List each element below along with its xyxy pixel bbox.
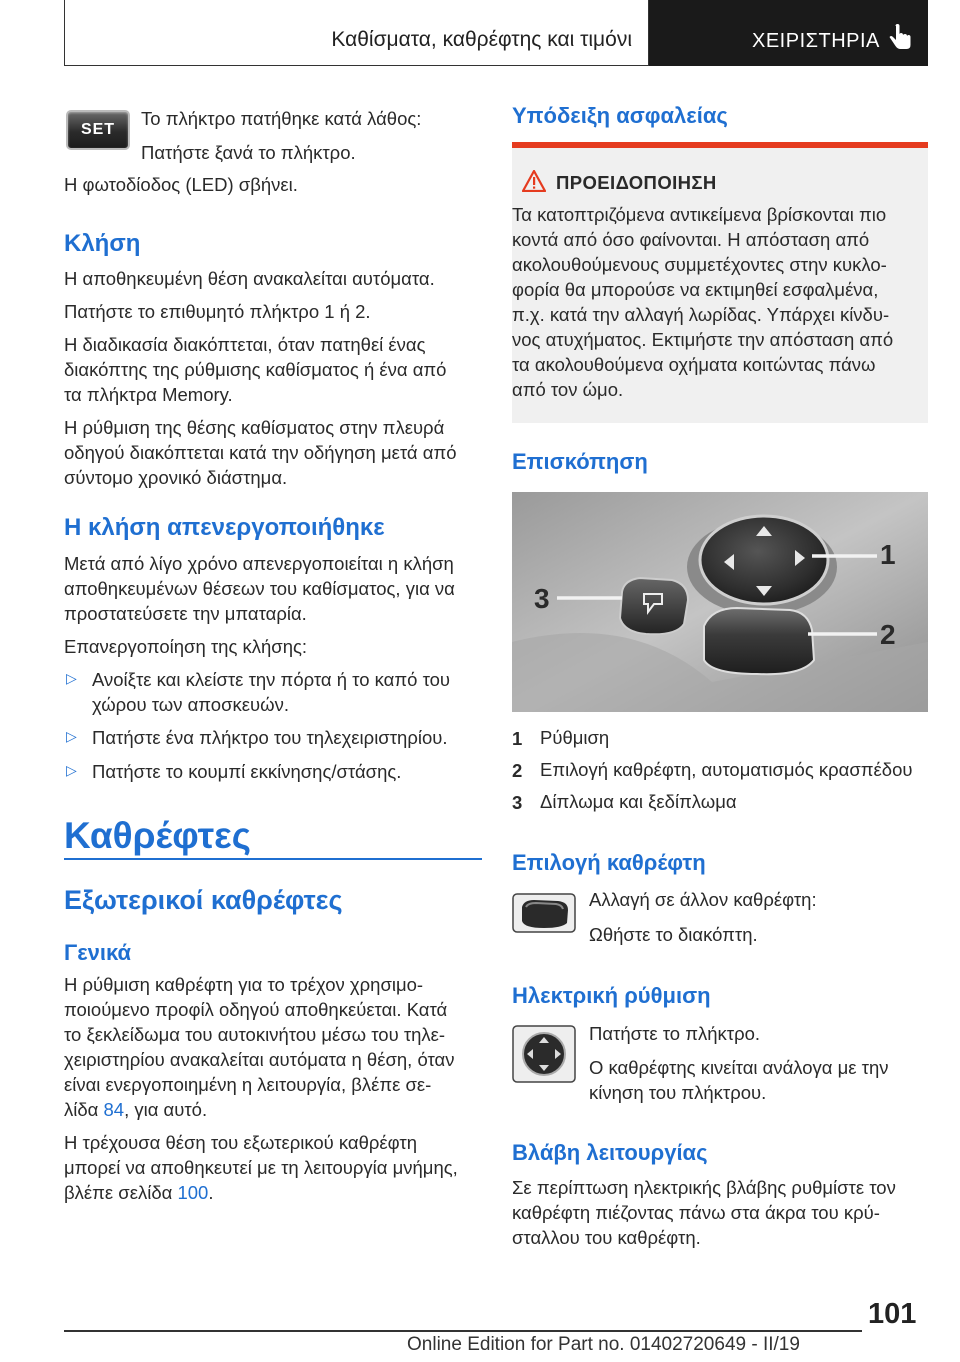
edition-footer: Online Edition for Part no. 01402720649 - II/19 bbox=[407, 1334, 800, 1355]
mirror-adjust-pad-icon bbox=[512, 1025, 576, 1083]
general-p2-line2: μπορεί να αποθηκευτεί με τη λειτουργία μνήμης, bbox=[64, 1157, 458, 1178]
set-line-2: Πατήστε ξανά το πλήκτρο. bbox=[141, 142, 356, 163]
general-p1-line3: το ξεκλείδωμα του αυτοκινήτου μέσω του τηλε- bbox=[64, 1024, 446, 1045]
mirror-select-line1: Αλλαγή σε άλλον καθρέφτη: bbox=[589, 889, 817, 910]
section-title: Καθίσματα, καθρέφτης και τιμόνι bbox=[331, 28, 632, 51]
warning-line-1: Τα κατοπτριζόμενα αντικείμενα βρίσκονται πιο bbox=[512, 204, 887, 225]
photo-callout-3: 3 bbox=[534, 583, 550, 614]
legend-num-3: 3 bbox=[512, 792, 523, 813]
section-title-box bbox=[64, 0, 649, 66]
photo-callout-2: 2 bbox=[880, 619, 896, 650]
recall-heading: Κλήση bbox=[64, 230, 141, 257]
set-line-1: Το πλήκτρο πατήθηκε κατά λάθος: bbox=[141, 108, 422, 129]
general-heading: Γενικά bbox=[64, 940, 132, 965]
mirror-select-heading: Επιλογή καθρέφτη bbox=[512, 850, 706, 875]
warning-line-8: από τον ώμο. bbox=[512, 379, 624, 400]
text-fragment: . bbox=[208, 1182, 214, 1203]
electric-adjust-heading: Ηλεκτρική ρύθμιση bbox=[512, 983, 711, 1008]
safety-heading: Υπόδειξη ασφαλείας bbox=[512, 103, 728, 128]
bullet-1-line2: χώρου των αποσκευών. bbox=[92, 694, 289, 715]
mirror-select-line2: Ωθήστε το διακόπτη. bbox=[589, 924, 758, 945]
bullet-2-line1: Πατήστε ένα πλήκτρο του τηλεχειριστηρίου. bbox=[92, 727, 448, 748]
electric-line2: Ο καθρέφτης κινείται ανάλογα με την bbox=[589, 1057, 889, 1078]
legend-num-2: 2 bbox=[512, 760, 523, 781]
photo-callout-1: 1 bbox=[880, 539, 896, 570]
malfunction-line3: σταλλου του καθρέφτη. bbox=[512, 1227, 701, 1248]
set-line-3: Η φωτοδίοδος (LED) σβήνει. bbox=[64, 174, 298, 195]
chapter-title: ΧΕΙΡΙΣΤΗΡΙΑ bbox=[752, 30, 880, 52]
page-header bbox=[64, 0, 928, 66]
recall-p3-line3: τα πλήκτρα Memory. bbox=[64, 384, 233, 405]
text-fragment: βλέπε σελίδα bbox=[64, 1182, 178, 1203]
bullet-1-line1: Ανοίξτε και κλείστε την πόρτα ή το καπό του bbox=[92, 669, 451, 690]
page-link-100[interactable]: 100 bbox=[177, 1182, 209, 1203]
malfunction-line1: Σε περίπτωση ηλεκτρικής βλάβης ρυθμίστε τον bbox=[512, 1177, 896, 1198]
recall-p3-line2: διακόπτης της ρύθμισης καθίσματος ή ένα από bbox=[64, 359, 447, 380]
set-button-label: SET bbox=[80, 121, 116, 138]
deact-p1-line2: αποθηκευμένων θέσεων του καθίσματος, για να bbox=[64, 578, 455, 599]
hand-pointer-icon bbox=[888, 24, 914, 52]
bullet-marker: ▷ bbox=[66, 670, 77, 686]
general-p2-line3 bbox=[64, 1178, 213, 1207]
deactivated-heading: Η κλήση απενεργοποιήθηκε bbox=[64, 514, 385, 541]
warning-line-4: φορία θα μπορούσε να εκτιμηθεί εσφαλμένα, bbox=[512, 279, 879, 300]
electric-line3: κίνηση του πλήκτρου. bbox=[589, 1082, 767, 1103]
general-p1-line4: χειριστηρίου ανακαλείται αυτόματα η θέση, όταν bbox=[64, 1049, 455, 1070]
legend-text-2: Επιλογή καθρέφτη, αυτοματισμός κρασπέδου bbox=[540, 759, 913, 780]
bullet-3-line1: Πατήστε το κουμπί εκκίνησης/στάσης. bbox=[92, 761, 402, 782]
general-p1-line6 bbox=[64, 1095, 207, 1124]
legend-num-1: 1 bbox=[512, 728, 523, 749]
set-button-icon bbox=[66, 110, 130, 150]
bullet-marker: ▷ bbox=[66, 728, 77, 744]
mirror-switch-photo bbox=[512, 492, 928, 712]
warning-line-7: τα ακολουθούμενα οχήματα κοιτώντας πάνω bbox=[512, 354, 876, 375]
legend-text-3: Δίπλωμα και ξεδίπλωμα bbox=[540, 791, 737, 812]
warning-box bbox=[512, 148, 928, 423]
text-fragment: , για αυτό. bbox=[124, 1099, 208, 1120]
warning-triangle-icon bbox=[522, 170, 546, 192]
electric-line1: Πατήστε το πλήκτρο. bbox=[589, 1023, 761, 1044]
page-number: 101 bbox=[868, 1298, 917, 1330]
page-link-84[interactable]: 84 bbox=[103, 1099, 125, 1120]
text-fragment: λίδα bbox=[64, 1099, 104, 1120]
malfunction-line2: καθρέφτη πιέζοντας πάνω στα άκρα του κρύ- bbox=[512, 1202, 880, 1223]
legend-text-1: Ρύθμιση bbox=[540, 727, 610, 748]
general-p2-line1: Η τρέχουσα θέση του εξωτερικού καθρέφτη bbox=[64, 1132, 418, 1153]
warning-line-5: π.χ. κατά την αλλαγή λωρίδας. Υπάρχει κίνδυ- bbox=[512, 304, 890, 325]
mirror-select-switch-icon bbox=[512, 893, 576, 933]
overview-heading: Επισκόπηση bbox=[512, 449, 648, 474]
exterior-mirrors-heading: Εξωτερικοί καθρέφτες bbox=[64, 885, 343, 915]
warning-line-6: νος ατυχήματος. Εκτιμήστε την απόσταση από bbox=[512, 329, 894, 350]
warning-line-3: ακολουθούμενους συμμετέχοντες στην κυκλο- bbox=[512, 254, 887, 275]
recall-p4-line3: σύντομο χρονικό διάστημα. bbox=[64, 467, 288, 488]
heading-rule bbox=[64, 858, 482, 860]
general-p1-line5: είναι ενεργοποιημένη η λειτουργία, βλέπε σε- bbox=[64, 1074, 432, 1095]
mirrors-heading: Καθρέφτες bbox=[64, 815, 251, 856]
recall-p1: Η αποθηκευμένη θέση ανακαλείται αυτόματα. bbox=[64, 268, 435, 289]
deact-p1-line3: προστατεύσετε την μπαταρία. bbox=[64, 603, 307, 624]
recall-p3-line1: Η διαδικασία διακόπτεται, όταν πατηθεί ένας bbox=[64, 334, 426, 355]
general-p1-line2: ποιούμενο προφίλ οδηγού αποθηκεύεται. Κατά bbox=[64, 999, 448, 1020]
warning-line-2: κοντά από όσο φαίνονται. Η απόσταση από bbox=[512, 229, 870, 250]
bullet-marker: ▷ bbox=[66, 762, 77, 778]
general-p1-line1: Η ρύθμιση καθρέφτη για το τρέχον χρησιμο- bbox=[64, 974, 424, 995]
malfunction-heading: Βλάβη λειτουργίας bbox=[512, 1140, 708, 1165]
recall-p4-line1: Η ρύθμιση της θέσης καθίσματος στην πλευρά bbox=[64, 417, 445, 438]
deact-p2: Επανεργοποίηση της κλήσης: bbox=[64, 636, 308, 657]
recall-p4-line2: οδηγού διακόπτεται κατά την οδήγηση μετά από bbox=[64, 442, 457, 463]
recall-p2: Πατήστε το επιθυμητό πλήκτρο 1 ή 2. bbox=[64, 301, 371, 322]
deact-p1-line1: Μετά από λίγο χρόνο απενεργοποιείται η κλήση bbox=[64, 553, 454, 574]
footer-rule bbox=[64, 1330, 862, 1332]
chapter-tab bbox=[649, 0, 928, 66]
warning-title: ΠΡΟΕΙΔΟΠΟΙΗΣΗ bbox=[556, 172, 717, 193]
